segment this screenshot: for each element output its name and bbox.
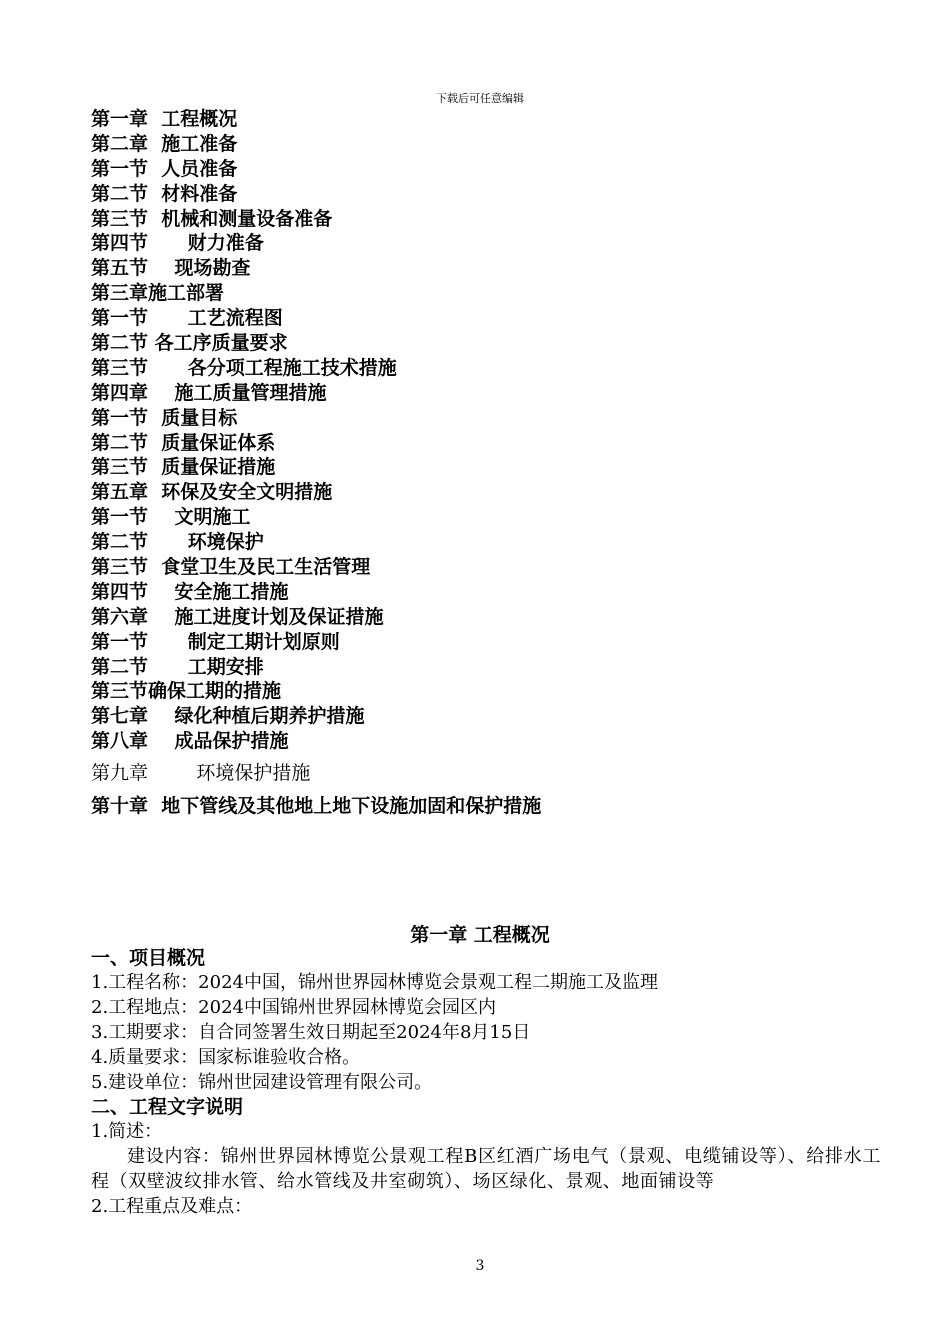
toc-item[interactable]: 第八章 成品保护措施 (91, 730, 289, 753)
toc-item[interactable]: 第二节 材料准备 (91, 182, 238, 205)
toc-item[interactable]: 第四节 财力准备 (91, 232, 264, 255)
page-number: 3 (475, 1258, 485, 1274)
quality-line: 4.质量要求：国家标谁验收合格。 (91, 1046, 361, 1068)
toc-item[interactable]: 第四章 施工质量管理措施 (91, 381, 327, 404)
owner-line: 5.建设单位：锦州世园建设管理有限公司。 (91, 1071, 433, 1093)
toc-item[interactable]: 第五节 现场勘查 (91, 257, 251, 280)
toc-item[interactable]: 第七章 绿化种植后期养护措施 (91, 705, 365, 728)
toc-item[interactable]: 第三章施工部署 (91, 282, 225, 305)
toc-item[interactable]: 第一节 工艺流程图 (91, 307, 283, 330)
toc-item[interactable]: 第三节 机械和测量设备准备 (91, 207, 333, 230)
toc-item[interactable]: 第六章 施工进度计划及保证措施 (91, 605, 384, 628)
chapter-title: 第一章 工程概况 (410, 924, 550, 946)
construction-content-paragraph: 建设内容：锦州世界园林博览公景观工程B区红酒广场电气（景观、电缆铺设等）、给排水工程（双壁波纹排水管、给水管线及井室砌筑）、场区绿化、景观、地面铺设等 (91, 1146, 881, 1193)
section-heading: 二、工程文字说明 (91, 1096, 244, 1119)
toc-item[interactable]: 第一节 质量目标 (91, 406, 238, 429)
toc-item[interactable]: 第一章 工程概况 (91, 108, 238, 130)
section-heading: 一、项目概况 (91, 947, 206, 969)
toc-item[interactable]: 第二节 质量保证体系 (91, 431, 276, 454)
toc-item[interactable]: 第一节 制定工期计划原则 (91, 630, 340, 653)
toc-item[interactable]: 第一节 文明施工 (91, 506, 251, 529)
toc-item[interactable]: 第十章 地下管线及其他地上地下设施加固和保护措施 (91, 795, 542, 818)
table-of-contents (91, 107, 541, 819)
header-note: 下载后可任意编辑 (436, 92, 524, 105)
toc-item[interactable]: 第三节 各分项工程施工技术措施 (91, 356, 397, 379)
toc-item[interactable]: 第二节 工期安排 (91, 655, 264, 678)
project-location-line: 2.工程地点：2024中国锦州世界园林博览会园区内 (91, 996, 496, 1018)
toc-item[interactable]: 第二节 环境保护 (91, 531, 264, 554)
toc-item[interactable]: 第五章 环保及安全文明措施 (91, 481, 333, 504)
toc-item[interactable]: 第三节 食堂卫生及民工生活管理 (91, 556, 371, 579)
subsection-label: 1.简述： (91, 1121, 163, 1143)
toc-item[interactable]: 第四节 安全施工措施 (91, 580, 289, 603)
schedule-line: 3.工期要求：自合同签署生效日期起至2024年8月15日 (91, 1021, 531, 1043)
toc-item[interactable]: 第一节 人员准备 (91, 157, 238, 180)
toc-item[interactable]: 第三节 质量保证措施 (91, 456, 276, 479)
toc-item[interactable]: 第二章 施工准备 (91, 132, 238, 155)
toc-item[interactable]: 第九章 环境保护措施 (91, 762, 311, 785)
document-body (91, 946, 881, 1220)
toc-item[interactable]: 第二节 各工序质量要求 (91, 332, 288, 355)
toc-item[interactable]: 第三节确保工期的措施 (91, 680, 282, 703)
project-name-line: 1.工程名称：2024中国，锦州世界园林博览会景观工程二期施工及监理 (91, 971, 658, 993)
subsection-label: 2.工程重点及难点： (91, 1196, 253, 1218)
